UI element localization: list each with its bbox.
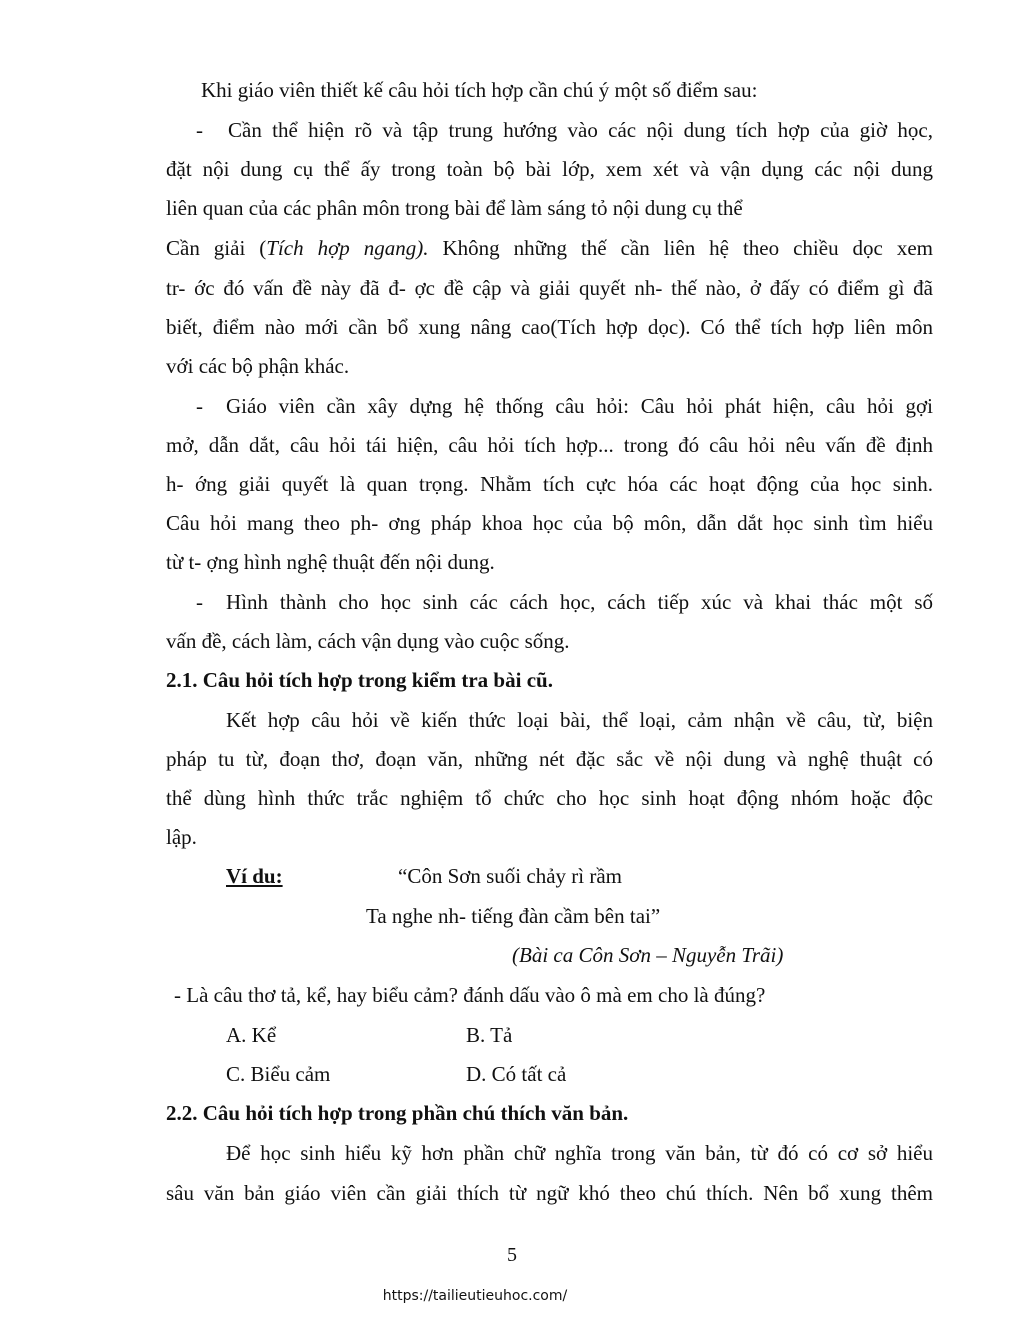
tich-hop-ngang-italic: Tích hợp ngang). [266, 236, 429, 260]
intro-line: Khi giáo viên thiết kế câu hỏi tích hợp cần chú ý một số điểm sau: [201, 78, 758, 102]
section21-line-4: lập. [166, 825, 197, 849]
verse-line-1: “Côn Sơn suối chảy rì rầm [398, 864, 622, 888]
section21-line-3: thể dùng hình thức trắc nghiệm tổ chức cho học sinh hoạt động nhóm hoặc độc [166, 786, 933, 810]
bullet1-line-6: biết, điểm nào mới cần bổ xung nâng cao(Tích hợp dọc). Có thể tích hợp liên môn [166, 315, 933, 339]
bullet2-line-2: mở, dẫn dắt, câu hỏi tái hiện, câu hỏi tích hợp... trong đó câu hỏi nêu vấn đề định [166, 433, 933, 457]
option-c: C. Biểu cảm [226, 1062, 331, 1086]
section22-line-2: sâu văn bản giáo viên cần giải thích từ ngữ khó theo chú thích. Nên bổ xung thêm [166, 1181, 933, 1205]
example-question: - Là câu thơ tả, kể, hay biểu cảm? đánh dấu vào ô mà em cho là đúng? [174, 983, 766, 1007]
example-label: Ví du: [226, 864, 283, 888]
option-d: D. Có tất cả [466, 1062, 567, 1086]
page-number: 5 [507, 1244, 517, 1266]
bullet3-line-2: vấn đề, cách làm, cách vận dụng vào cuộc sống. [166, 629, 570, 653]
bullet2-line-4: Câu hỏi mang theo ph- ơng pháp khoa học của bộ môn, dẫn dắt học sinh tìm hiểu [166, 511, 933, 535]
option-a: A. Kể [226, 1023, 277, 1047]
bullet1-line-7: với các bộ phận khác. [166, 354, 350, 378]
section-2-1-heading: 2.1. Câu hỏi tích hợp trong kiểm tra bài cũ. [166, 668, 553, 692]
bullet2-line-3: h- ớng giải quyết là quan trọng. Nhằm tích cực hóa các hoạt động của học sinh. [166, 472, 933, 496]
bullet2-line-1: Giáo viên cần xây dựng hệ thống câu hỏi: Câu hỏi phát hiện, câu hỏi gợi [226, 394, 933, 418]
option-b: B. Tả [466, 1023, 513, 1047]
bullet-dash: - [196, 118, 203, 142]
verse-line-2: Ta nghe nh- tiếng đàn cầm bên tai” [366, 904, 661, 928]
bullet1-line-4-start: Cần giải ( [166, 236, 267, 260]
bullet3-line-1: Hình thành cho học sinh các cách học, cách tiếp xúc và khai thác một số [226, 590, 933, 614]
bullet1-line-4-end: Không những thế cần liên hệ theo chiều dọc xem [428, 236, 933, 260]
bullet1-line-3: liên quan của các phân môn trong bài để làm sáng tỏ nội dung cụ thể [166, 196, 743, 220]
bullet1-line-4 [166, 234, 933, 262]
section21-line-1: Kết hợp câu hỏi về kiến thức loại bài, thể loại, cảm nhận về câu, từ, biện [226, 708, 933, 732]
bullet2-line-5: từ t- ợng hình nghệ thuật đến nội dung. [166, 550, 495, 574]
section21-line-2: pháp tu từ, đoạn thơ, đoạn văn, những nét đặc sắc về nội dung và nghệ thuật có [166, 747, 933, 771]
section22-line-1: Để học sinh hiểu kỹ hơn phần chữ nghĩa trong văn bản, từ đó có cơ sở hiểu [226, 1141, 933, 1165]
bullet1-line-1: Cần thể hiện rõ và tập trung hướng vào các nội dung tích hợp của giờ học, [228, 118, 933, 142]
bullet1-line-5: tr- ớc đó vấn đề này đã đ- ợc đề cập và giải quyết nh- thế nào, ở đấy có điểm gì đã [166, 276, 933, 300]
bullet-dash: - [196, 394, 203, 418]
footer-url[interactable]: https://tailieutieuhoc.com/ [382, 1288, 568, 1304]
verse-source: (Bài ca Côn Sơn – Nguyễn Trãi) [512, 943, 784, 967]
bullet-dash: - [196, 590, 203, 614]
section-2-2-heading: 2.2. Câu hỏi tích hợp trong phần chú thích văn bản. [166, 1101, 629, 1125]
bullet1-line-2: đặt nội dung cụ thể ấy trong toàn bộ bài lớp, xem xét và vận dụng các nội dung [166, 157, 933, 181]
